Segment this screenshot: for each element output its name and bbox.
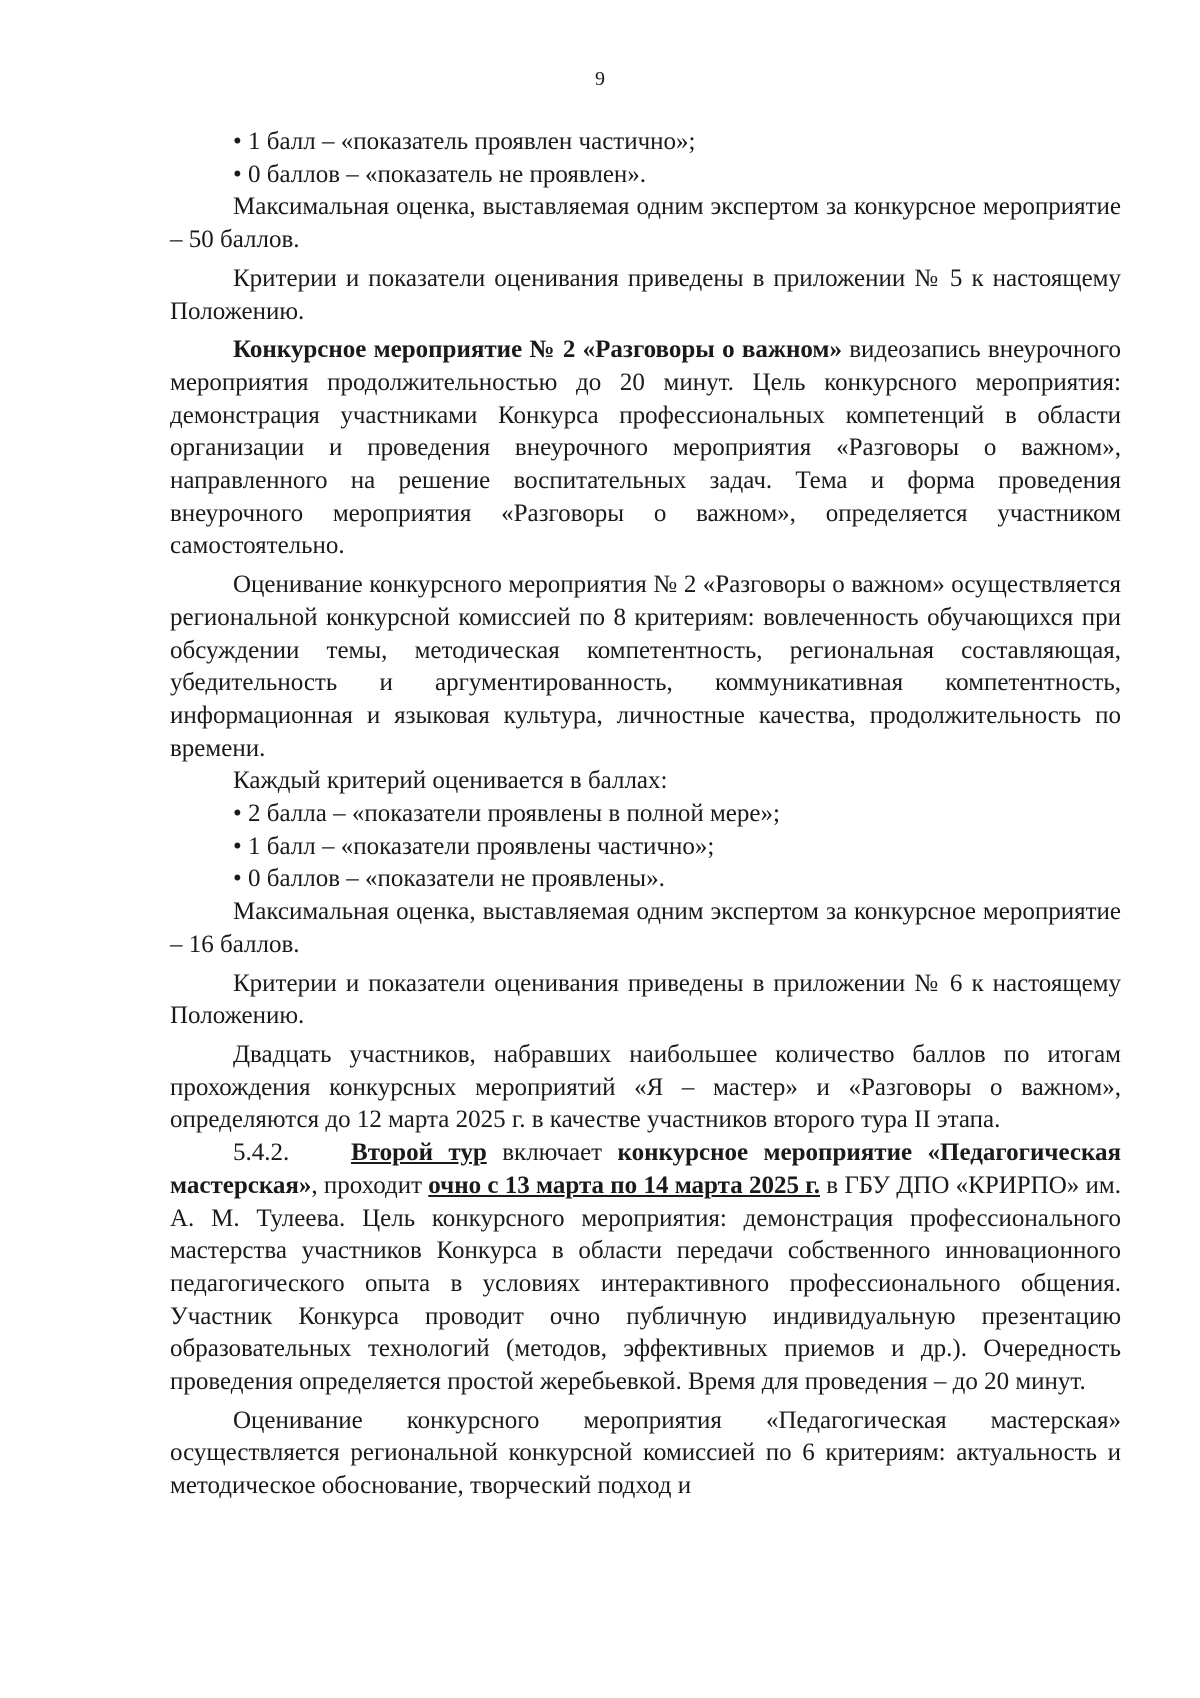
event2-title: Конкурсное мероприятие № 2 «Разговоры о важном»	[233, 336, 842, 364]
document-body	[170, 126, 1121, 1503]
round-label: Второй тур	[351, 1139, 487, 1167]
bullet-item: • 2 балла – «показатели проявлены в полной мере»;	[233, 800, 780, 828]
appendix-reference-paragraph: Критерии и показатели оценивания приведены в приложении № 5 к настоящему Положению.	[170, 264, 1121, 325]
max-score-paragraph: Максимальная оценка, выставляемая одним экспертом за конкурсное мероприятие – 50 баллов.	[170, 193, 1121, 254]
section-text: , проходит	[311, 1171, 423, 1199]
selection-paragraph: Двадцать участников, набравших наибольшее количество баллов по итогам прохождения конкурсных мероприятий «Я – мастер» и «Разговоры о важном», определяются до 12 марта 2025 г. в качестве участников второго тура II этапа.	[170, 1040, 1121, 1134]
event3-title: конкурсное мероприятие «Педагогическая мастерская»	[170, 1139, 1122, 1199]
bullet-item: • 0 баллов – «показатель не проявлен».	[233, 160, 647, 188]
max-score-paragraph: Максимальная оценка, выставляемая одним экспертом за конкурсное мероприятие – 16 баллов.	[170, 898, 1121, 958]
event2-text: видеозапись внеурочного мероприятия продолжительностью до 20 минут. Цель конкурсного мероприятия: демонстрация участниками Конкурса профессиональных компетенций в области организации и проведения внеурочного мероприятия «Разговоры о важном», направленного на решение воспитательных задач. Тема и форма проведения внеурочного мероприятия «Разговоры о важном», определяется участником самостоятельно.	[170, 336, 1121, 560]
event2-evaluation-paragraph: Оценивание конкурсного мероприятия № 2 «Разговоры о важном» осуществляется региональной конкурсной комиссией по 8 критериям: вовлеченность обучающихся при обсуждении темы, методическая компетентность, региональная составляющая, убедительность и аргументированность, коммуникативная компетентность, информационная и языковая культура, личностные качества, продолжительность по времени.	[170, 571, 1121, 762]
event-dates: очно с 13 марта по 14 марта 2025 г.	[428, 1171, 821, 1199]
bullet-item: • 0 баллов – «показатели не проявлены».	[233, 865, 665, 893]
appendix-reference-paragraph: Критерии и показатели оценивания приведены в приложении № 6 к настоящему Положению.	[170, 969, 1121, 1030]
section-number: 5.4.2.	[233, 1139, 290, 1167]
bullet-item: • 1 балл – «показатели проявлены частично»;	[233, 832, 715, 860]
section-text: в ГБУ ДПО «КРИРПО» им. А. М. Тулеева. Цель конкурсного мероприятия: демонстрация профессионального мастерства участников Конкурса в области передачи собственного инновационного педагогического опыта в условиях интерактивного профессионального общения. Участник Конкурса проводит очно публичную индивидуальную презентацию образовательных технологий (методов, эффективных приемов и др.). Очередность проведения определяется простой жеребьевкой. Время для проведения – до 20 минут.	[170, 1171, 1121, 1396]
scoring-intro: Каждый критерий оценивается в баллах:	[233, 767, 668, 795]
event3-evaluation-paragraph: Оценивание конкурсного мероприятия «Педагогическая мастерская» осуществляется региональной конкурсной комиссией по 6 критериям: актуальность и методическое обоснование, творческий подход и	[170, 1406, 1121, 1500]
section-text: включает	[502, 1139, 603, 1167]
section-5-4-2-paragraph	[170, 1137, 1121, 1399]
page-number: 9	[595, 68, 605, 90]
bullet-item: • 1 балл – «показатель проявлен частично»;	[233, 128, 696, 155]
event2-description-paragraph	[170, 334, 1121, 563]
